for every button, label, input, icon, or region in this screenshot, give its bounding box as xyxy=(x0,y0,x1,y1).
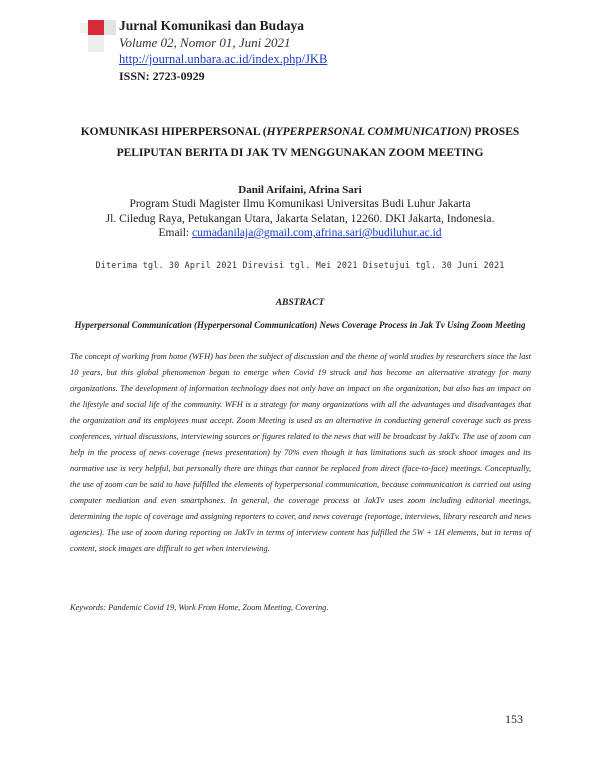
journal-issn: ISSN: 2723-0929 xyxy=(119,68,205,83)
logo-square-red xyxy=(88,20,104,35)
article-title xyxy=(40,122,560,164)
journal-header xyxy=(119,18,327,84)
keywords: Keywords: Pandemic Covid 19, Work From Home, Zoom Meeting, Covering. xyxy=(70,603,329,612)
title-italic-part: HYPERPERSONAL COMMUNICATION) xyxy=(266,126,472,138)
logo-square-gray xyxy=(104,20,116,35)
title-part-1: KOMUNIKASI HIPERPERSONAL ( xyxy=(80,126,267,138)
submission-dates: Diterima tgl. 30 April 2021 Direvisi tgl. Mei 2021 Disetujui tgl. 30 Juni 2021 xyxy=(95,260,505,270)
authors: Danil Arifaini, Afrina Sari xyxy=(238,184,362,196)
email-link[interactable]: cumadanilaja@gmail.com,afrina.sari@budiluhur.ac.id xyxy=(192,227,442,239)
title-line-1 xyxy=(40,122,560,143)
abstract-heading: ABSTRACT xyxy=(275,298,325,308)
address: Jl. Ciledug Raya, Petukangan Utara, Jakarta Selatan, 12260. DKI Jakarta, Indonesia. xyxy=(105,212,495,225)
email-line xyxy=(0,226,600,241)
affiliation-block xyxy=(0,197,600,241)
journal-name: Jurnal Komunikasi dan Budaya xyxy=(119,18,304,33)
journal-url-link[interactable]: http://journal.unbara.ac.id/index.php/JKB xyxy=(119,52,328,66)
abstract-subtitle: Hyperpersonal Communication (Hyperpersonal Communication) News Coverage Process in Jak Tv Using Zoom Meeting xyxy=(74,320,526,330)
page-number: 153 xyxy=(505,712,523,726)
title-part-2: PROSES xyxy=(471,126,520,138)
journal-volume: Volume 02, Nomor 01, Juni 2021 xyxy=(119,34,291,50)
abstract-body: The concept of working from home (WFH) has been the subject of discussion and the theme of world studies by researchers since the last 10 years, but this global phenomenon began to emerge when Covid 19 struck and has become an alternative strategy for many organizations. The development of information technology does not only have an impact on the organization, but also has an impact on the lifestyle and social life of the community. WFH is a strategy for many organizations with all the advantages and disadvantages that the organization and its employees must accept. Zoom Meeting is used as an alternative in conducting general coverage such as press conferences, virtual discussions, interviewing sources or figures related to the news that will be broadcast by JakTv. The use of zoom can help in the process of news coverage (news presentation) by 70% even though it has limitations such as stock shoot images and its normative use is very helpful, but personally there are things that cannot be replaced from direct (face-to-face) meetings. Conceptually, the use of zoom can be said to have fulfilled the elements of hyperpersonal communication, because communication is carried out using computer mediation and even smartphones. In general, the coverage process at JakTv uses zoom including editorial meetings, determining the topic of coverage and assigning reporters to cover, and news coverage (reportage, interviews, library research and news agencies). The use of zoom during reporting on JakTv in terms of interview content has fulfilled the 5W + 1H elements, but in terms of content, stock images are difficult to get when interviewing. xyxy=(70,352,531,553)
title-line-2: PELIPUTAN BERITA DI JAK TV MENGGUNAKAN ZOOM MEETING xyxy=(116,147,484,159)
logo-square-gray-lower xyxy=(88,35,104,52)
logo-square-light xyxy=(80,23,88,33)
affiliation: Program Studi Magister Ilmu Komunikasi Universitas Budi Luhur Jakarta xyxy=(129,198,471,210)
email-label: Email: xyxy=(158,227,193,239)
